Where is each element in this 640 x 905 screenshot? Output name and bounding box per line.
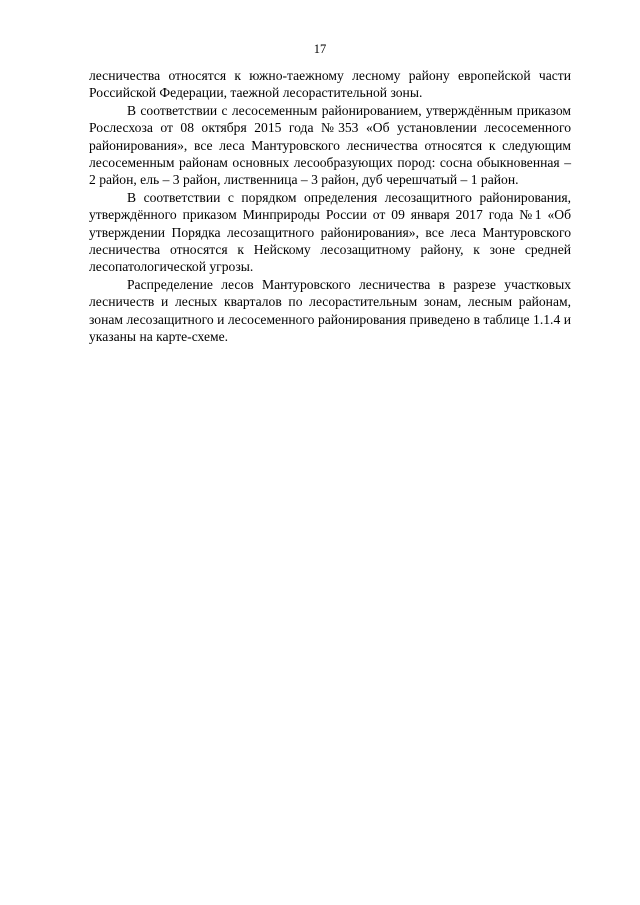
paragraph-protection-zoning: В соответствии с порядком определения лесозащитного районирования, утверждённого приказом Минприроды России от 09 января 2017 года №1 «Об утверждении Порядка лесозащитного районирования», все леса Мантуровского лесничества относятся к Нейскому лесозащитному району, к зоне средней лесопатологической угрозы.: [89, 189, 571, 275]
page-number: 17: [313, 42, 327, 56]
paragraph-seed-zoning: В соответствии с лесосеменным районированием, утверждённым приказом Рослесхоза от 08 октября 2015 года №353 «Об установлении лесосеменного районирования», все леса Мантуровского лесничества относятся к следующим лесосеменным районам основных лесообразующих пород: сосна обыкновенная – 2 район, ель – 3 район, лиственница – 3 район, дуб черешчатый – 1 район.: [89, 102, 571, 188]
paragraph-continuation: лесничества относятся к южно-таежному лесному району европейской части Российской Федерации, таежной лесорастительной зоны.: [89, 68, 571, 101]
paragraph-distribution: Распределение лесов Мантуровского лесничества в разрезе участковых лесничеств и лесных кварталов по лесорастительным зонам, лесным районам, зонам лесозащитного и лесосеменного районирования приведено в таблице 1.1.4 и указаны на карте-схеме.: [89, 276, 571, 345]
document-body: [89, 67, 571, 346]
